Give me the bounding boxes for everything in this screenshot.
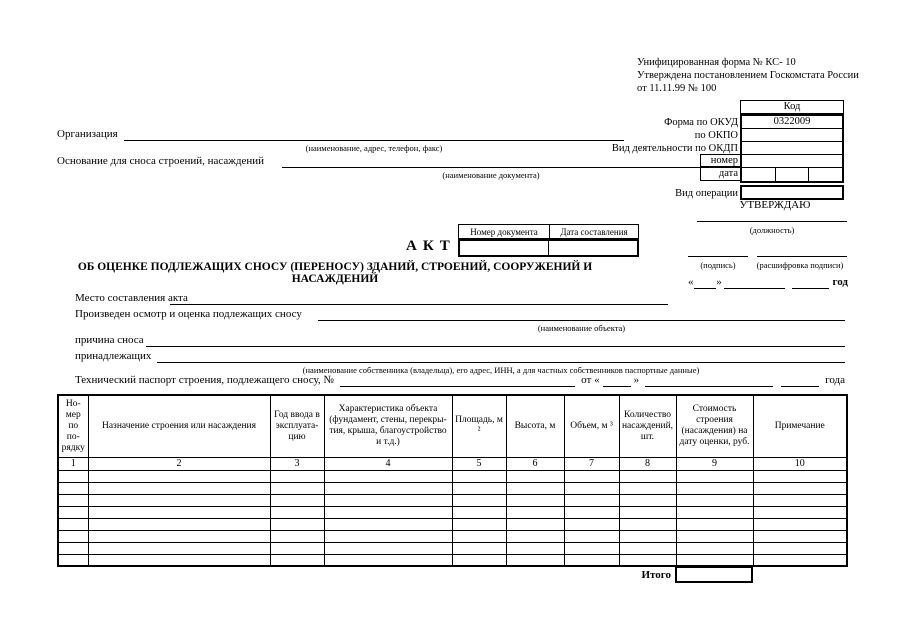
main-table-header-cell: Но-мер по по-рядку	[58, 395, 88, 457]
okpo-value-cell[interactable]	[742, 129, 842, 142]
table-cell[interactable]	[564, 494, 619, 506]
table-cell[interactable]	[58, 542, 88, 554]
table-cell[interactable]	[753, 482, 847, 494]
main-table-header-cell: Площадь, м ²	[452, 395, 506, 457]
table-cell[interactable]	[753, 506, 847, 518]
table-cell[interactable]	[619, 470, 676, 482]
form-info-line: Унифицированная форма № КС- 10	[637, 57, 796, 68]
table-cell[interactable]	[324, 554, 452, 566]
doc-date-header: Дата составления	[550, 224, 639, 239]
table-cell[interactable]	[619, 482, 676, 494]
form-info-line: от 11.11.99 № 100	[637, 83, 717, 94]
passport-close-quote: »	[633, 374, 640, 386]
inspection-label: Произведен осмотр и оценка подлежащих сносу	[75, 308, 302, 320]
operation-label: Вид операции	[675, 188, 738, 199]
table-cell[interactable]	[506, 506, 564, 518]
place-input-line[interactable]	[170, 292, 668, 305]
table-cell[interactable]	[452, 518, 506, 530]
approve-title: УТВЕРЖДАЮ	[739, 199, 811, 211]
code-box-title: Код	[740, 100, 844, 114]
act-title: АКТ	[406, 238, 456, 254]
date-day-line[interactable]	[694, 276, 717, 289]
doc-number-header: Номер документа	[458, 224, 550, 239]
total-label: Итого	[641, 569, 671, 581]
okpo-label: по ОКПО	[694, 130, 738, 141]
table-cell[interactable]	[619, 494, 676, 506]
basis-input-line[interactable]	[282, 155, 700, 168]
main-table-header-cell: Высота, м	[506, 395, 564, 457]
signature-name-hint: (расшифровка подписи)	[756, 260, 844, 270]
table-cell[interactable]	[619, 518, 676, 530]
table-cell[interactable]	[88, 530, 270, 542]
table-cell[interactable]	[58, 518, 88, 530]
table-cell[interactable]	[58, 506, 88, 518]
table-cell[interactable]	[564, 530, 619, 542]
table-cell[interactable]	[619, 554, 676, 566]
main-table-header-cell: Год ввода в эксплуата-цию	[270, 395, 324, 457]
table-row	[58, 554, 847, 566]
table-cell[interactable]	[270, 506, 324, 518]
table-cell[interactable]	[676, 530, 753, 542]
table-cell[interactable]	[676, 542, 753, 554]
table-row	[58, 530, 847, 542]
table-cell[interactable]	[506, 494, 564, 506]
table-cell[interactable]	[324, 542, 452, 554]
passport-day-line[interactable]	[603, 374, 631, 387]
table-cell[interactable]	[452, 470, 506, 482]
act-subtitle: ОБ ОЦЕНКЕ ПОДЛЕЖАЩИХ СНОСУ (ПЕРЕНОСУ) ЗДАНИЙ, СТРОЕНИЙ, СООРУЖЕНИЙ И НАСАЖДЕНИЙ	[77, 261, 593, 285]
table-cell[interactable]	[564, 518, 619, 530]
table-cell[interactable]	[564, 470, 619, 482]
main-table-header-cell: Характеристика объекта (фундамент, стены, перекры-тия, крыша, благоустройство и т.д.)	[324, 395, 452, 457]
form-info	[637, 56, 887, 95]
basis-label: Основание для сноса строений, насаждений	[57, 155, 265, 167]
table-cell[interactable]	[58, 482, 88, 494]
code-box	[740, 114, 844, 183]
column-number-cell: 9	[676, 457, 753, 470]
form-info-line: Утверждена постановлением Госкомстата России	[637, 70, 859, 81]
table-cell[interactable]	[452, 542, 506, 554]
org-hint: (наименование, адрес, телефон, факс)	[305, 143, 443, 153]
table-cell[interactable]	[88, 494, 270, 506]
main-table-header-cell: Стоимость строения (насаждения) на дату оценки, руб.	[676, 395, 753, 457]
table-cell[interactable]	[506, 530, 564, 542]
table-cell[interactable]	[506, 470, 564, 482]
date-subcell[interactable]	[742, 168, 775, 181]
table-cell[interactable]	[324, 482, 452, 494]
table-cell[interactable]	[88, 554, 270, 566]
signature-hint: (подпись)	[700, 260, 736, 270]
table-row	[58, 518, 847, 530]
table-row	[58, 482, 847, 494]
org-label: Организация	[57, 128, 118, 140]
table-cell[interactable]	[58, 554, 88, 566]
passport-label: Технический паспорт строения, подлежащего сносу, №	[75, 374, 334, 386]
table-cell[interactable]	[452, 506, 506, 518]
date-subcell[interactable]	[808, 168, 842, 181]
passport-number-line[interactable]	[340, 374, 575, 387]
org-input-line[interactable]	[124, 128, 624, 141]
passport-year-word: года	[825, 374, 845, 386]
table-cell[interactable]	[753, 542, 847, 554]
table-cell[interactable]	[88, 482, 270, 494]
date-label-cell: дата	[700, 167, 741, 181]
table-cell[interactable]	[270, 518, 324, 530]
table-cell[interactable]	[58, 470, 88, 482]
date-month-line[interactable]	[724, 276, 785, 289]
basis-hint: (наименование документа)	[442, 170, 540, 180]
table-cell[interactable]	[676, 470, 753, 482]
reason-label: причина сноса	[75, 334, 144, 346]
table-cell[interactable]	[564, 506, 619, 518]
column-number-cell: 3	[270, 457, 324, 470]
passport-month-line[interactable]	[645, 374, 773, 387]
table-cell[interactable]	[58, 530, 88, 542]
belonging-hint: (наименование собственника (владельца), его адрес, ИНН, а для частных собственников паспортные данные)	[302, 365, 700, 375]
date-year-line[interactable]	[792, 276, 829, 289]
table-cell[interactable]	[753, 470, 847, 482]
column-number-row	[58, 457, 847, 470]
table-cell[interactable]	[324, 494, 452, 506]
table-cell[interactable]	[506, 542, 564, 554]
table-cell[interactable]	[676, 518, 753, 530]
table-cell[interactable]	[676, 554, 753, 566]
table-cell[interactable]	[452, 530, 506, 542]
doc-date-cell[interactable]	[548, 241, 637, 255]
number-value-cell[interactable]	[742, 155, 842, 168]
approve-date-row	[688, 276, 848, 289]
table-cell[interactable]	[452, 494, 506, 506]
column-number-cell: 1	[58, 457, 88, 470]
position-line[interactable]	[697, 210, 847, 222]
signature-name-line[interactable]	[757, 245, 847, 257]
column-number-cell: 2	[88, 457, 270, 470]
table-cell[interactable]	[619, 530, 676, 542]
main-table-header-cell: Количество насаждений, шт.	[619, 395, 676, 457]
close-quote: »	[716, 276, 722, 288]
date-subcell[interactable]	[775, 168, 809, 181]
table-cell[interactable]	[619, 506, 676, 518]
table-cell[interactable]	[88, 518, 270, 530]
table-cell[interactable]	[506, 482, 564, 494]
okud-label: Форма по ОКУД	[664, 117, 738, 128]
doc-table	[458, 224, 639, 257]
okdp-label: Вид деятельности по ОКДП	[611, 143, 738, 154]
doc-number-cell[interactable]	[460, 241, 548, 255]
table-cell[interactable]	[324, 506, 452, 518]
table-cell[interactable]	[506, 554, 564, 566]
table-cell[interactable]	[506, 518, 564, 530]
table-cell[interactable]	[270, 470, 324, 482]
table-cell[interactable]	[676, 482, 753, 494]
table-cell[interactable]	[270, 494, 324, 506]
column-number-cell: 8	[619, 457, 676, 470]
table-cell[interactable]	[753, 554, 847, 566]
column-number-cell: 5	[452, 457, 506, 470]
place-label: Место составления акта	[75, 292, 188, 304]
table-cell[interactable]	[564, 554, 619, 566]
main-table-header-cell: Назначение строения или насаждения	[88, 395, 270, 457]
table-cell[interactable]	[324, 470, 452, 482]
main-table	[57, 394, 848, 567]
okdp-value-cell[interactable]	[742, 142, 842, 155]
column-number-cell: 7	[564, 457, 619, 470]
table-cell[interactable]	[753, 494, 847, 506]
belonging-label: принадлежащих	[75, 350, 152, 362]
table-cell[interactable]	[676, 494, 753, 506]
inspection-input-line[interactable]	[318, 308, 845, 321]
signature-line[interactable]	[688, 245, 748, 257]
table-row	[58, 506, 847, 518]
table-cell[interactable]	[270, 554, 324, 566]
table-cell[interactable]	[619, 542, 676, 554]
position-hint: (должность)	[749, 225, 795, 235]
table-cell[interactable]	[564, 542, 619, 554]
table-row	[58, 470, 847, 482]
passport-from-label: от «	[581, 374, 600, 386]
belonging-input-line[interactable]	[157, 350, 845, 363]
year-word: год	[832, 276, 848, 288]
open-quote: «	[688, 276, 694, 288]
table-cell[interactable]	[58, 494, 88, 506]
table-cell[interactable]	[270, 530, 324, 542]
okud-value-cell: 0322009	[742, 116, 842, 129]
main-table-header-cell: Примечание	[753, 395, 847, 457]
table-cell[interactable]	[270, 482, 324, 494]
table-cell[interactable]	[452, 554, 506, 566]
number-label-cell: номер	[700, 154, 741, 167]
column-number-cell: 10	[753, 457, 847, 470]
table-row	[58, 494, 847, 506]
reason-input-line[interactable]	[146, 334, 845, 347]
column-number-cell: 6	[506, 457, 564, 470]
table-cell[interactable]	[324, 530, 452, 542]
table-cell[interactable]	[88, 470, 270, 482]
inspection-hint: (наименование объекта)	[537, 323, 626, 333]
passport-row	[75, 374, 845, 387]
table-cell[interactable]	[676, 506, 753, 518]
table-cell[interactable]	[753, 518, 847, 530]
main-table-header-cell: Объем, м ³	[564, 395, 619, 457]
table-cell[interactable]	[324, 518, 452, 530]
table-cell[interactable]	[452, 482, 506, 494]
table-row	[58, 542, 847, 554]
passport-year-line[interactable]	[781, 374, 819, 387]
table-cell[interactable]	[564, 482, 619, 494]
operation-value-cell[interactable]	[740, 185, 844, 200]
column-number-cell: 4	[324, 457, 452, 470]
date-value-cell[interactable]	[742, 168, 842, 181]
table-cell[interactable]	[88, 506, 270, 518]
table-cell[interactable]	[88, 542, 270, 554]
total-value-box[interactable]	[675, 566, 753, 583]
table-cell[interactable]	[753, 530, 847, 542]
table-cell[interactable]	[270, 542, 324, 554]
